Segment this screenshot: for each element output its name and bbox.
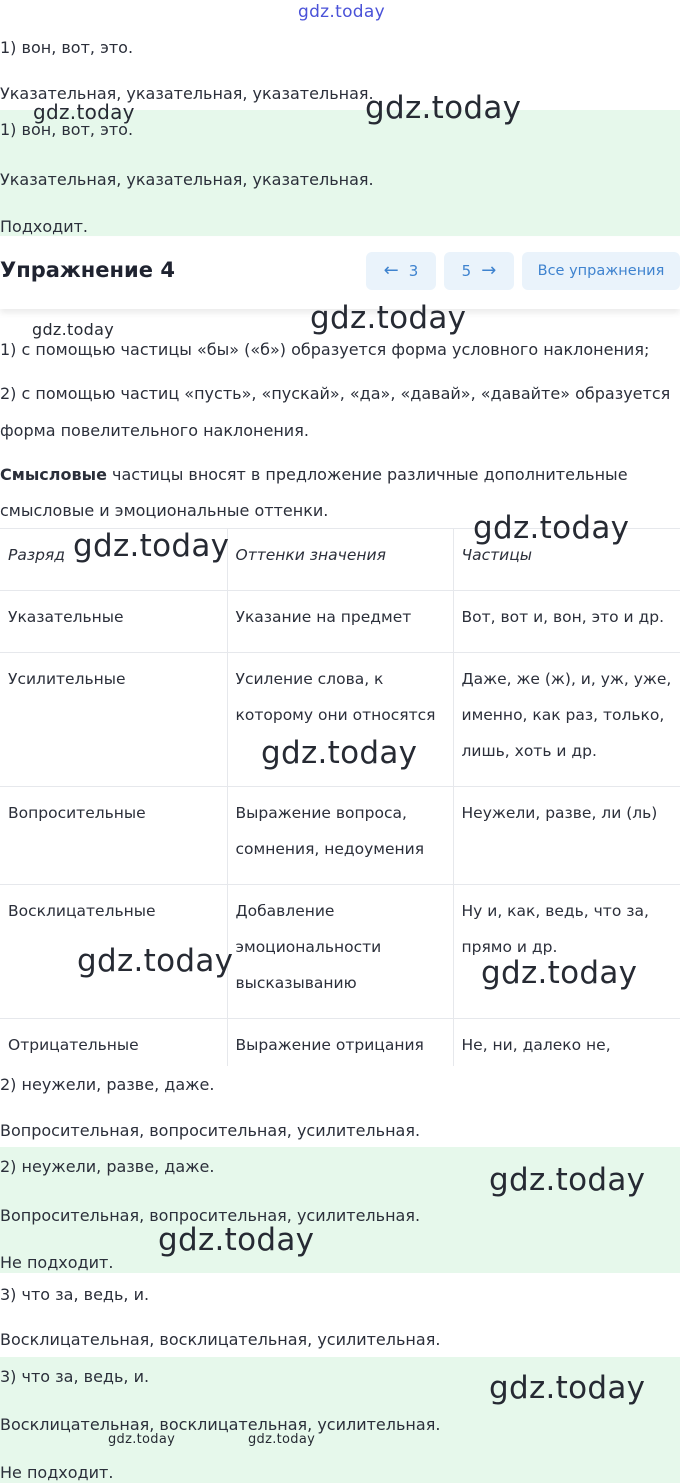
answer-highlight-block: [0, 110, 680, 236]
table-cell: Усиление слова, к которому они относятся: [227, 653, 453, 787]
theory-line: 1) с помощью частицы «бы» («б») образуется форма условного наклонения;: [0, 340, 650, 359]
table-cell: Не, ни, далеко не,: [453, 1019, 680, 1067]
table-header-cell: Частицы: [453, 529, 680, 591]
table-row: [0, 787, 680, 885]
table-row: [0, 591, 680, 653]
answer-text: 1) вон, вот, это.: [0, 120, 134, 139]
table-cell: Вопросительные: [0, 787, 227, 885]
exercise-title: Упражнение 4: [0, 258, 175, 282]
particle-types-text: Вопросительная, вопросительная, усилительная.: [0, 1121, 421, 1140]
answer-text: 2) неужели, разве, даже.: [0, 1075, 215, 1094]
watermark: gdz.today: [108, 1432, 176, 1447]
watermark: gdz.today: [489, 1162, 646, 1198]
watermark: gdz.today: [473, 510, 630, 546]
table-header-cell: Оттенки значения: [227, 529, 453, 591]
arrow-left-icon: ←: [383, 260, 399, 281]
theory-line: форма повелительного наклонения.: [0, 421, 309, 440]
answer-text: 1) вон, вот, это.: [0, 38, 134, 57]
table-header-cell: Разряд: [0, 529, 227, 591]
all-exercises-button[interactable]: [522, 252, 680, 290]
watermark: gdz.today: [489, 1370, 646, 1406]
particle-types-text: Вопросительная, вопросительная, усилительная.: [0, 1206, 421, 1225]
table-cell: Указание на предмет: [227, 591, 453, 653]
theory-line: смысловые и эмоциональные оттенки.: [0, 501, 329, 520]
watermark: gdz.today: [310, 300, 467, 336]
watermark: gdz.today: [33, 100, 135, 124]
particle-types-text: Указательная, указательная, указательная.: [0, 170, 374, 189]
semantic-description: частицы вносят в предложение различные дополнительные: [106, 465, 628, 484]
table-cell: Усилительные: [0, 653, 227, 787]
watermark: gdz.today: [481, 955, 638, 991]
arrow-right-icon: →: [481, 260, 497, 281]
watermark: gdz.today: [32, 320, 114, 339]
particle-types-text: Указательная, указательная, указательная.: [0, 84, 374, 103]
watermark: gdz.today: [73, 528, 230, 564]
watermark: gdz.today: [248, 1432, 316, 1447]
answer-text: 2) неужели, разве, даже.: [0, 1157, 215, 1176]
verdict-text: Не подходит.: [0, 1253, 114, 1272]
prev-exercise-button[interactable]: [366, 252, 436, 290]
all-exercises-label: Все упражнения: [537, 263, 665, 279]
particle-types-text: Восклицательная, восклицательная, усилительная.: [0, 1415, 441, 1434]
next-exercise-button[interactable]: [444, 252, 514, 290]
semantic-term: Смысловые: [0, 465, 107, 484]
next-exercise-label: 5: [461, 262, 472, 280]
table-cell: Вот, вот и, вон, это и др.: [453, 591, 680, 653]
table-cell: Отрицательные: [0, 1019, 227, 1067]
table-cell: Указательные: [0, 591, 227, 653]
answer-text: 3) что за, ведь, и.: [0, 1367, 150, 1386]
table-cell: Восклицательные: [0, 885, 227, 1019]
table-cell: Неужели, разве, ли (ль): [453, 787, 680, 885]
table-cell: Добавление эмоциональности высказыванию: [227, 885, 453, 1019]
watermark: gdz.today: [261, 735, 418, 771]
theory-semantic-line: [0, 465, 628, 484]
prev-exercise-label: 3: [408, 262, 419, 280]
answer-text: 3) что за, ведь, и.: [0, 1285, 150, 1304]
table-cell: Ну и, как, ведь, что за, прямо и др.: [453, 885, 680, 1019]
table-cell: Выражение отрицания: [227, 1019, 453, 1067]
verdict-text: Подходит.: [0, 217, 89, 236]
particle-types-text: Восклицательная, восклицательная, усилительная.: [0, 1330, 441, 1349]
table-cell: Даже, же (ж), и, уж, уже, именно, как раз, только, лишь, хоть и др.: [453, 653, 680, 787]
theory-line: 2) с помощью частиц «пусть», «пускай», «да», «давай», «давайте» образуется: [0, 384, 671, 403]
watermark: gdz.today: [77, 943, 234, 979]
verdict-text: Не подходит.: [0, 1463, 114, 1482]
watermark: gdz.today: [298, 2, 385, 22]
watermark: gdz.today: [158, 1222, 315, 1258]
watermark: gdz.today: [365, 90, 522, 126]
table-row: [0, 1019, 680, 1067]
table-cell: Выражение вопроса, сомнения, недоумения: [227, 787, 453, 885]
